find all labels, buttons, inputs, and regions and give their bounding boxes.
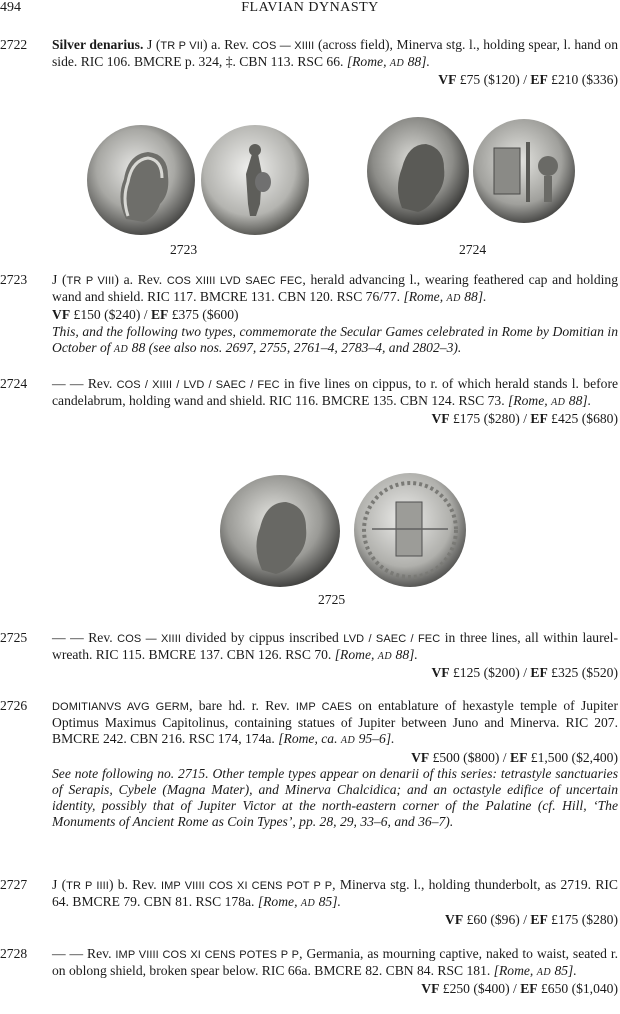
figure-label-2723: 2723 — [170, 242, 198, 257]
era-label: AD — [340, 735, 356, 747]
entry-text — [52, 630, 618, 682]
coin-figure-row — [0, 108, 620, 266]
entry-number: 2725 — [0, 630, 28, 645]
entry-text — [52, 946, 618, 998]
text-fragment: , bare hd. r. Rev. — [189, 698, 296, 713]
grade-ef: EF — [530, 411, 548, 427]
text-fragment: , Minerva stg. l., holding thunderbolt, as 2719. RIC 64. BMCRE 79. CBN 81. RSC 178a. — [52, 877, 618, 910]
mint-text: [Rome, — [334, 647, 378, 663]
price-ef: £175 ($280) — [547, 912, 618, 928]
mint-text: [Rome, — [346, 54, 390, 70]
coin-figure-row — [0, 468, 620, 610]
entry-number: 2723 — [0, 272, 28, 287]
note-text: 88 (see also nos. 2697, 2755, 2761–4, 2783–4, and 2802–3). — [128, 339, 462, 355]
legend-text: LVD / SAEC / FEC — [343, 633, 441, 645]
price-ef: £1,500 ($2,400) — [527, 749, 618, 765]
mint-date — [347, 54, 430, 69]
grade-vf: VF — [52, 307, 71, 323]
text-fragment: J ( — [52, 877, 67, 892]
text-fragment: , herald advancing l., wearing feathered cap and holding wand and shield. RIC 117. BMCRE 131. CBN 120. RSC 76/77. — [52, 272, 618, 305]
era-label: AD — [389, 58, 405, 70]
page-title: FLAVIAN DYNASTY — [241, 0, 379, 15]
price-ef: £375 ($600) — [168, 307, 239, 323]
legend-text: IMP CAES — [295, 701, 352, 713]
mint-text: 85]. — [551, 963, 577, 979]
grade-ef: EF — [530, 912, 548, 928]
legend-text: COS — XIIII — [252, 40, 315, 52]
legend-text: COS — XIIII — [117, 633, 182, 645]
coin-2725-reverse-image — [352, 472, 468, 588]
mint-text: 88]. — [565, 393, 592, 409]
legend-text: COS XIIII LVD SAEC FEC — [166, 275, 303, 287]
text-fragment: (across field), Minerva stg. l., holding spear, l. hand on side. RIC 106. BMCRE p. 324, ‡. CBN 113. RSC 66. — [52, 37, 618, 70]
price-ef: £425 ($680) — [547, 411, 618, 427]
mint-text: [Rome, — [403, 289, 447, 305]
grade-vf: VF — [431, 411, 450, 427]
entry-number: 2724 — [0, 376, 28, 391]
price-vf: £60 ($96) / — [463, 912, 531, 928]
grade-vf: VF — [421, 981, 440, 997]
grade-vf: VF — [445, 912, 464, 928]
grade-ef: EF — [150, 307, 169, 323]
mint-text: [Rome, — [508, 393, 552, 409]
mint-text: 88]. — [404, 54, 430, 70]
price-vf: £175 ($280) / — [449, 411, 531, 427]
text-fragment: — — Rev. — [52, 376, 117, 391]
price-vf: £150 ($240) / — [70, 307, 151, 323]
coin-2724-obverse-image — [366, 116, 470, 226]
grade-vf: VF — [431, 665, 450, 681]
valuation — [52, 912, 618, 928]
running-header — [0, 0, 620, 20]
entry-text — [52, 698, 618, 831]
text-fragment: ) b. Rev. — [108, 877, 161, 892]
entry-number: 2727 — [0, 877, 28, 892]
mint-date — [494, 963, 577, 978]
text-fragment: , Germania, as mourning captive, naked to waist, seated r. on oblong shield, broken spear below. RIC 66a. BMCRE 82. CBN 84. RSC 181. — [52, 946, 619, 979]
era-label: AD — [300, 898, 316, 910]
text-fragment: — — Rev. — [52, 630, 118, 645]
entry-note: See note following no. 2715. Other temple types appear on denarii of this series: tetrastyle sanctuaries of Serapis, Cybele (Magna Mater), and Minerva Chalcidica; and an octastyle edifice of uncertain identity, possibly that of Jupiter Victor at the north-eastern corner of the Palatine (cf. Hill, ‘The Monuments of Ancient Rome as Coin Types’, pp. 28, 29, 33–6, and 36–7). — [52, 765, 618, 830]
mint-text: 85]. — [315, 894, 341, 910]
text-fragment: ) a. Rev. — [203, 37, 253, 52]
price-vf: £250 ($400) / — [439, 981, 521, 997]
era-label: AD — [551, 397, 566, 409]
text-fragment: — — Rev. — [52, 946, 116, 961]
mint-text: [Rome, ca. — [278, 731, 341, 747]
mint-date — [335, 647, 418, 662]
legend-text: IMP VIIII COS XI CENS POTES P P — [115, 949, 300, 961]
coin-2723-obverse-image — [86, 124, 196, 236]
mint-date — [258, 894, 341, 909]
legend-text: COS / XIIII / LVD / SAEC / FEC — [116, 379, 280, 391]
figure-label-2725: 2725 — [318, 592, 346, 607]
mint-date — [403, 289, 486, 304]
price-vf: £75 ($120) / — [456, 72, 531, 88]
text-fragment: ) a. Rev. — [114, 272, 167, 287]
text-fragment: J ( — [52, 272, 67, 287]
price-ef: £325 ($520) — [547, 665, 618, 681]
era-label: AD — [377, 651, 393, 663]
text-fragment: in five lines on cippus, to r. of which herald stands l. before candelabrum, holding wand and shield. RIC 116. BMCRE 135. CBN 124. RSC 73. — [52, 376, 619, 409]
coin-2723-reverse-image — [200, 124, 310, 236]
entry-number: 2728 — [0, 946, 28, 961]
legend-text: TR P VIII — [66, 275, 115, 287]
coin-2725-obverse-image — [218, 474, 342, 588]
era-label: AD — [113, 343, 129, 355]
entry-text — [52, 272, 618, 358]
price-vf: £125 ($200) / — [449, 665, 531, 681]
legend-text: DOMITIANVS AVG GERM — [52, 701, 190, 713]
coin-2724-reverse-image — [472, 118, 576, 224]
grade-ef: EF — [530, 72, 548, 88]
grade-ef: EF — [530, 665, 548, 681]
mint-date — [278, 731, 394, 746]
valuation — [52, 72, 618, 88]
price-vf: £500 ($800) / — [429, 749, 510, 765]
entry-text — [52, 37, 618, 89]
valuation — [421, 981, 618, 997]
grade-ef: EF — [520, 981, 538, 997]
grade-ef: EF — [510, 749, 528, 765]
valuation — [52, 750, 618, 766]
grade-vf: VF — [438, 72, 457, 88]
grade-vf: VF — [411, 749, 430, 765]
entry-lead: Silver denarius. — [52, 37, 144, 52]
mint-text: 95–6]. — [355, 731, 395, 747]
entry-text — [52, 376, 618, 428]
valuation — [52, 665, 618, 681]
mint-text: [Rome, — [257, 894, 301, 910]
page-number: 494 — [0, 0, 21, 15]
mint-date — [508, 393, 591, 408]
valuation — [52, 307, 618, 323]
text-fragment: J ( — [146, 37, 161, 52]
legend-text: IMP VIIII COS XI CENS POT P P — [161, 880, 333, 892]
note-text: This, and the following two types, commemorate the Secular Games celebrated in Rome by Domitian in October of — [52, 323, 618, 355]
mint-text: [Rome, — [493, 963, 537, 979]
era-label: AD — [536, 967, 552, 979]
text-fragment: in three lines, all within laurel-wreath. RIC 115. BMCRE 137. CBN 126. RSC 70. — [52, 630, 618, 663]
entry-text — [52, 877, 618, 929]
text-fragment: divided by cippus inscribed — [181, 630, 344, 645]
figure-label-2724: 2724 — [459, 242, 487, 257]
text-fragment: on entablature of hexastyle temple of Jupiter Optimus Maximus Capitolinus, containing statues of Jupiter between Juno and Minerva. RIC 207. BMCRE 242. CBN 216. RSC 174, 174a. — [52, 698, 618, 747]
price-ef: £210 ($336) — [547, 72, 618, 88]
era-label: AD — [446, 293, 461, 305]
mint-text: 88]. — [392, 647, 418, 663]
legend-text: TR P VII — [160, 40, 204, 52]
legend-text: TR P IIII — [66, 880, 109, 892]
valuation — [431, 411, 618, 427]
price-ef: £650 ($1,040) — [537, 981, 618, 997]
entry-note — [52, 324, 618, 355]
entry-number: 2722 — [0, 37, 28, 52]
mint-text: 88]. — [460, 289, 487, 305]
entry-number: 2726 — [0, 698, 28, 713]
